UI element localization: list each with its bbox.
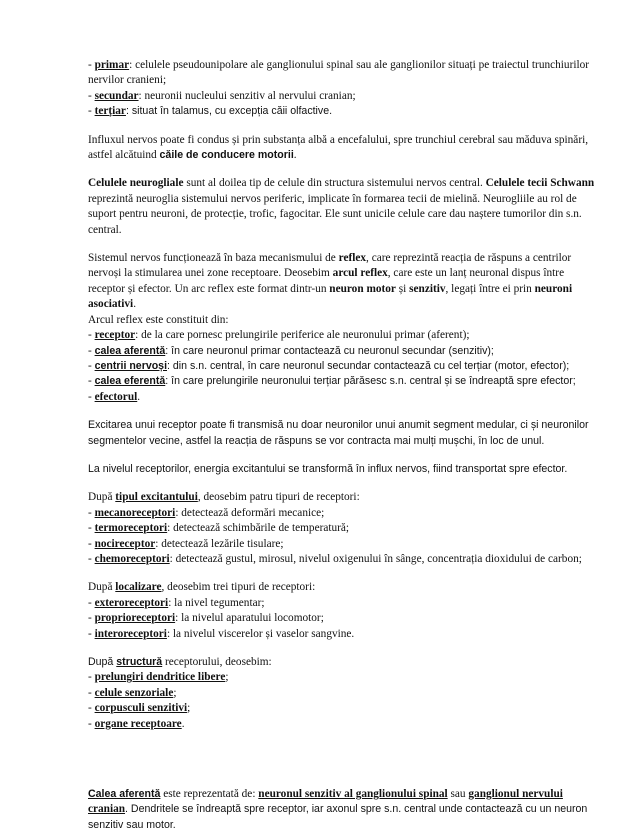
paragraph-neuroglia: Celulele neurogliale sunt al doilea tip de celule din structura sistemului nervos central. Celulele tecii Schwann reprezintă neuroglia sistemului nervos periferic, implicate în formarea tecii de mielină. Neurogliile au rol de suport pentru neuroni, de protecție, trofic, fagocitar. Ele sunt unicile celule care dau naștere tumorilor din s.n. central.	[88, 177, 595, 236]
paragraph-receptori-energie: La nivelul receptorilor, energia excitantului se transformă în influx nervos, fiind transportat spre efector.	[88, 462, 568, 475]
list-item-corpusculi: - corpusculi senzitivi;	[88, 702, 191, 715]
list-item-prelungiri: - prelungiri dendritice libere;	[88, 671, 229, 684]
list-item-efectorul: - efectorul.	[88, 390, 141, 403]
list-item-exteroreceptori: - exteroreceptori: la nivel tegumentar;	[88, 596, 265, 609]
list-item-nocireceptor: - nocireceptor: detectează lezările tisulare;	[88, 537, 284, 550]
list-item-centrii-nervosi: - centrii nervoși: din s.n. central, în care neuronul secundar contactează cu cel terțiar (motor, efector);	[88, 359, 570, 372]
paragraph-tip-excitant: După tipul excitantului, deosebim patru tipuri de receptori:	[88, 491, 360, 504]
list-item-organe-receptoare: - organe receptoare.	[88, 717, 185, 730]
paragraph-arc-intro: Arcul reflex este constituit din:	[88, 313, 229, 326]
paragraph-influx: Influxul nervos poate fi condus și prin substanța albă a encefalului, spre trunchiul cerebral sau măduva spinări, astfel alcătuind căile de conducere motorii.	[88, 133, 589, 162]
list-item-proprioreceptori: - proprioreceptori: la nivelul aparatului locomotor;	[88, 612, 324, 625]
paragraph-reflex: Sistemul nervos funcționează în baza mecanismului de reflex, care reprezintă reacția de răspuns a centrilor nervoși la stimularea unei zone receptoare. Deosebim arcul reflex, care este un lanț neuronal dispus între receptor și efector. Un arc reflex este format dintr-un neuron motor și senzitiv, legați între ei prin neuroni asociativi.	[88, 252, 573, 311]
list-item-mecanoreceptori: - mecanoreceptori: detectează deformări mecanice;	[88, 506, 325, 519]
list-item-primar: - primar: celulele pseudounipolare ale ganglionului spinal sau ale ganglionilor situați pe traiectul trunchiurilor nervilor cranieni;	[88, 59, 590, 87]
list-item-receptor: - receptor: de la care pornesc prelungirile periferice ale neuronului primar (aferent);	[88, 329, 470, 342]
list-item-secundar: - secundar: neuronii nucleului senzitiv al nervului cranian;	[88, 89, 356, 102]
list-item-interoreceptori: - interoreceptori: la nivelul viscerelor și vaselor sangvine.	[88, 627, 355, 640]
paragraph-excitare: Excitarea unui receptor poate fi transmisă nu doar neuronilor unui anumit segment medular, ci și neuronilor segmentelor vecine, astfel la reacția de răspuns se vor contracta mai mulți mușchi, în loc de unul.	[88, 419, 589, 447]
list-item-celule-senzoriale: - celule senzoriale;	[88, 686, 177, 699]
paragraph-calea-aferenta: Calea aferentă este reprezentată de: neuronul senzitiv al ganglionului spinal sau ganglionul nervului cranian. Dendritele se îndreaptă spre receptor, iar axonul spre s.n. central unde contactează cu un neuron senzitiv sau motor.	[88, 788, 588, 831]
document-page	[88, 58, 598, 833]
list-item-calea-aferenta: - calea aferentă: în care neuronul primar contactează cu neuronul secundar (senzitiv);	[88, 344, 494, 357]
list-item-tertiar: - terțiar: situat în talamus, cu excepția căii olfactive.	[88, 105, 333, 118]
paragraph-localizare: După localizare, deosebim trei tipuri de receptori:	[88, 581, 316, 594]
paragraph-structura: După structură receptorului, deosebim:	[88, 656, 272, 668]
list-item-chemoreceptori: - chemoreceptori: detectează gustul, mirosul, nivelul oxigenului în sânge, concentrația dioxidului de carbon;	[88, 552, 582, 565]
list-item-calea-eferenta: - calea eferentă: în care prelungirile neuronului terțiar părăsesc s.n. central și se îndreaptă spre efector;	[88, 375, 576, 388]
list-item-termoreceptori: - termoreceptori: detectează schimbările de temperatură;	[88, 522, 350, 535]
